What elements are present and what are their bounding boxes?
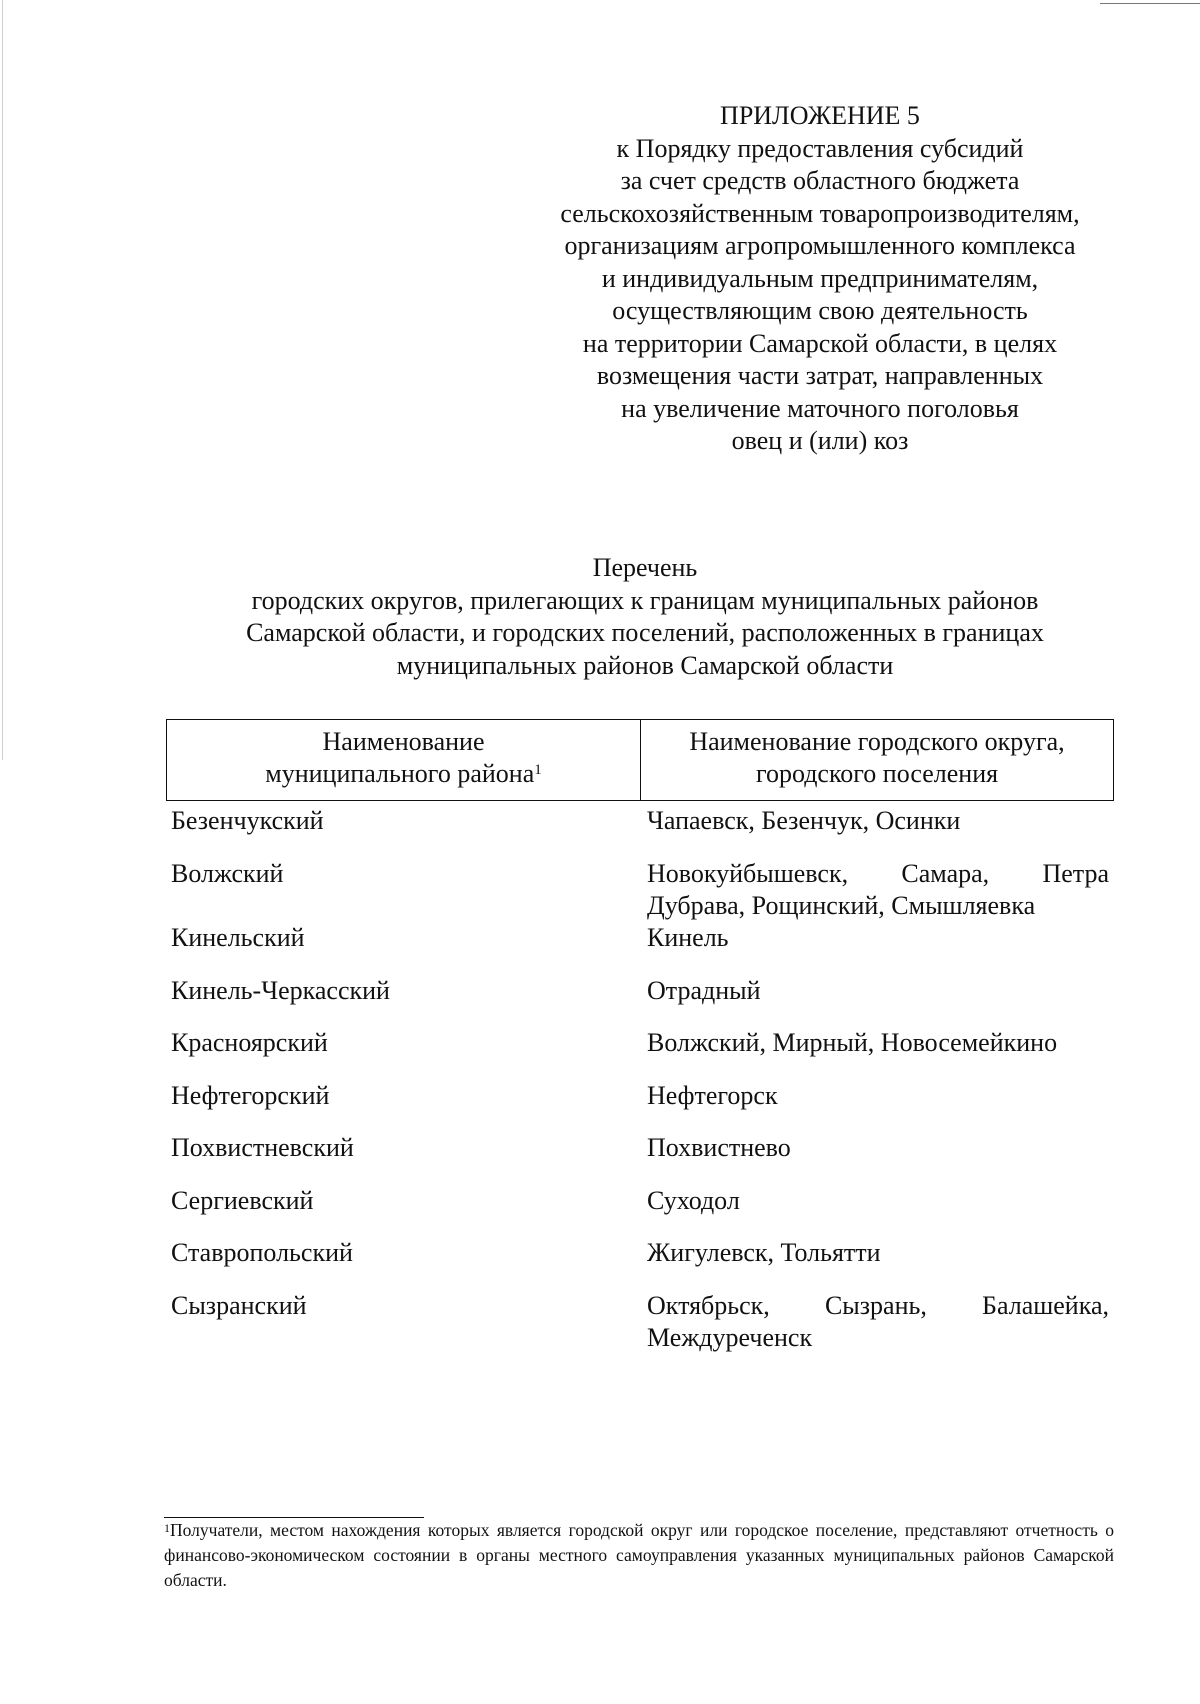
list-subtitle-line: муниципальных районов Самарской области [396,650,894,680]
district-name: Сергиевский [171,1186,314,1215]
settlement-names: Похвистнево [647,1133,791,1162]
appendix-line: и индивидуальным предпринимателям, [601,263,1039,293]
settlement-word: Сызрань, [824,1291,927,1320]
appendix-line: на территории Самарской области, в целях [582,328,1058,358]
settlement-names [647,1290,1109,1354]
settlement-line [647,858,1109,890]
settlement-names: Суходол [647,1186,740,1215]
list-title: Перечень [592,553,698,582]
header-district [167,720,641,800]
header-district-line2 [167,758,640,790]
district-name: Кинель-Черкасский [171,976,390,1005]
settlement-names: Нефтегорск [647,1081,778,1110]
district-name: Ставропольский [171,1238,353,1267]
table-header [166,719,1114,801]
settlement-word: Самара, [901,859,990,888]
appendix-line: сельскохозяйственным товаропроизводителям, [560,198,1080,228]
header-settlement [641,720,1113,800]
appendix-line: возмещения части затрат, направленных [596,361,1044,390]
settlement-names [647,858,1109,922]
footnote [164,1518,1114,1593]
district-name: Сызранский [171,1291,307,1320]
settlement-names: Жигулевск, Тольятти [647,1238,881,1267]
district-name: Волжский [171,859,284,888]
footnote-text: Получатели, местом нахождения которых является городской округ или городское поселение, представляют отчетность о финансово-экономическом состоянии в органы местного самоуправления указанных муниципальных районов Самарской области. [164,1520,1114,1590]
footnote-number: 1 [164,1521,170,1535]
settlement-word: Балашейка, [982,1291,1109,1320]
footnote-mark: 1 [534,762,542,778]
appendix-header [520,100,1120,458]
district-name: Красноярский [171,1028,328,1057]
district-name: Кинельский [171,923,305,952]
header-district-line2-text: муниципального района [265,759,535,788]
settlement-names: Чапаевск, Безенчук, Осинки [647,806,961,835]
appendix-line: к Порядку предоставления субсидий [616,133,1024,163]
appendix-line: овец и (или) коз [731,426,909,455]
settlement-line [647,1290,1109,1322]
district-name: Нефтегорский [171,1081,330,1110]
header-settlement-line1: Наименование городского округа, [689,727,1065,756]
header-settlement-line2: городского поселения [755,759,999,788]
list-subtitle-line: Самарской области, и городских поселений, расположенных в границах [246,618,1044,647]
header-district-line1: Наименование [322,727,485,756]
list-heading [150,552,1140,682]
settlement-names: Отрадный [647,976,761,1005]
list-subtitle-line: городских округов, прилегающих к границам муниципальных районов [251,585,1039,615]
settlement-line: Дубрава, Рощинский, Смышляевка [647,891,1036,920]
settlement-line: Междуреченск [647,1323,813,1352]
settlement-names: Волжский, Мирный, Новосемейкино [647,1028,1058,1057]
appendix-line: организациям агропромышленного комплекса [564,231,1076,260]
appendix-line: за счет средств областного бюджета [620,166,1020,195]
settlement-word: Новокуйбышевск, [647,859,849,888]
scan-edge-left [2,0,3,760]
appendix-line: на увеличение маточного поголовья [621,393,1019,423]
district-name: Похвистневский [171,1133,354,1162]
appendix-line: осуществляющим свою деятельность [612,296,1028,325]
settlement-word: Октябрьск, [647,1291,770,1320]
scan-edge-top [1100,3,1200,4]
settlement-names: Кинель [647,923,729,952]
appendix-title: ПРИЛОЖЕНИЕ 5 [720,101,920,130]
district-name: Безенчукский [171,806,324,835]
settlement-word: Петра [1042,859,1109,888]
